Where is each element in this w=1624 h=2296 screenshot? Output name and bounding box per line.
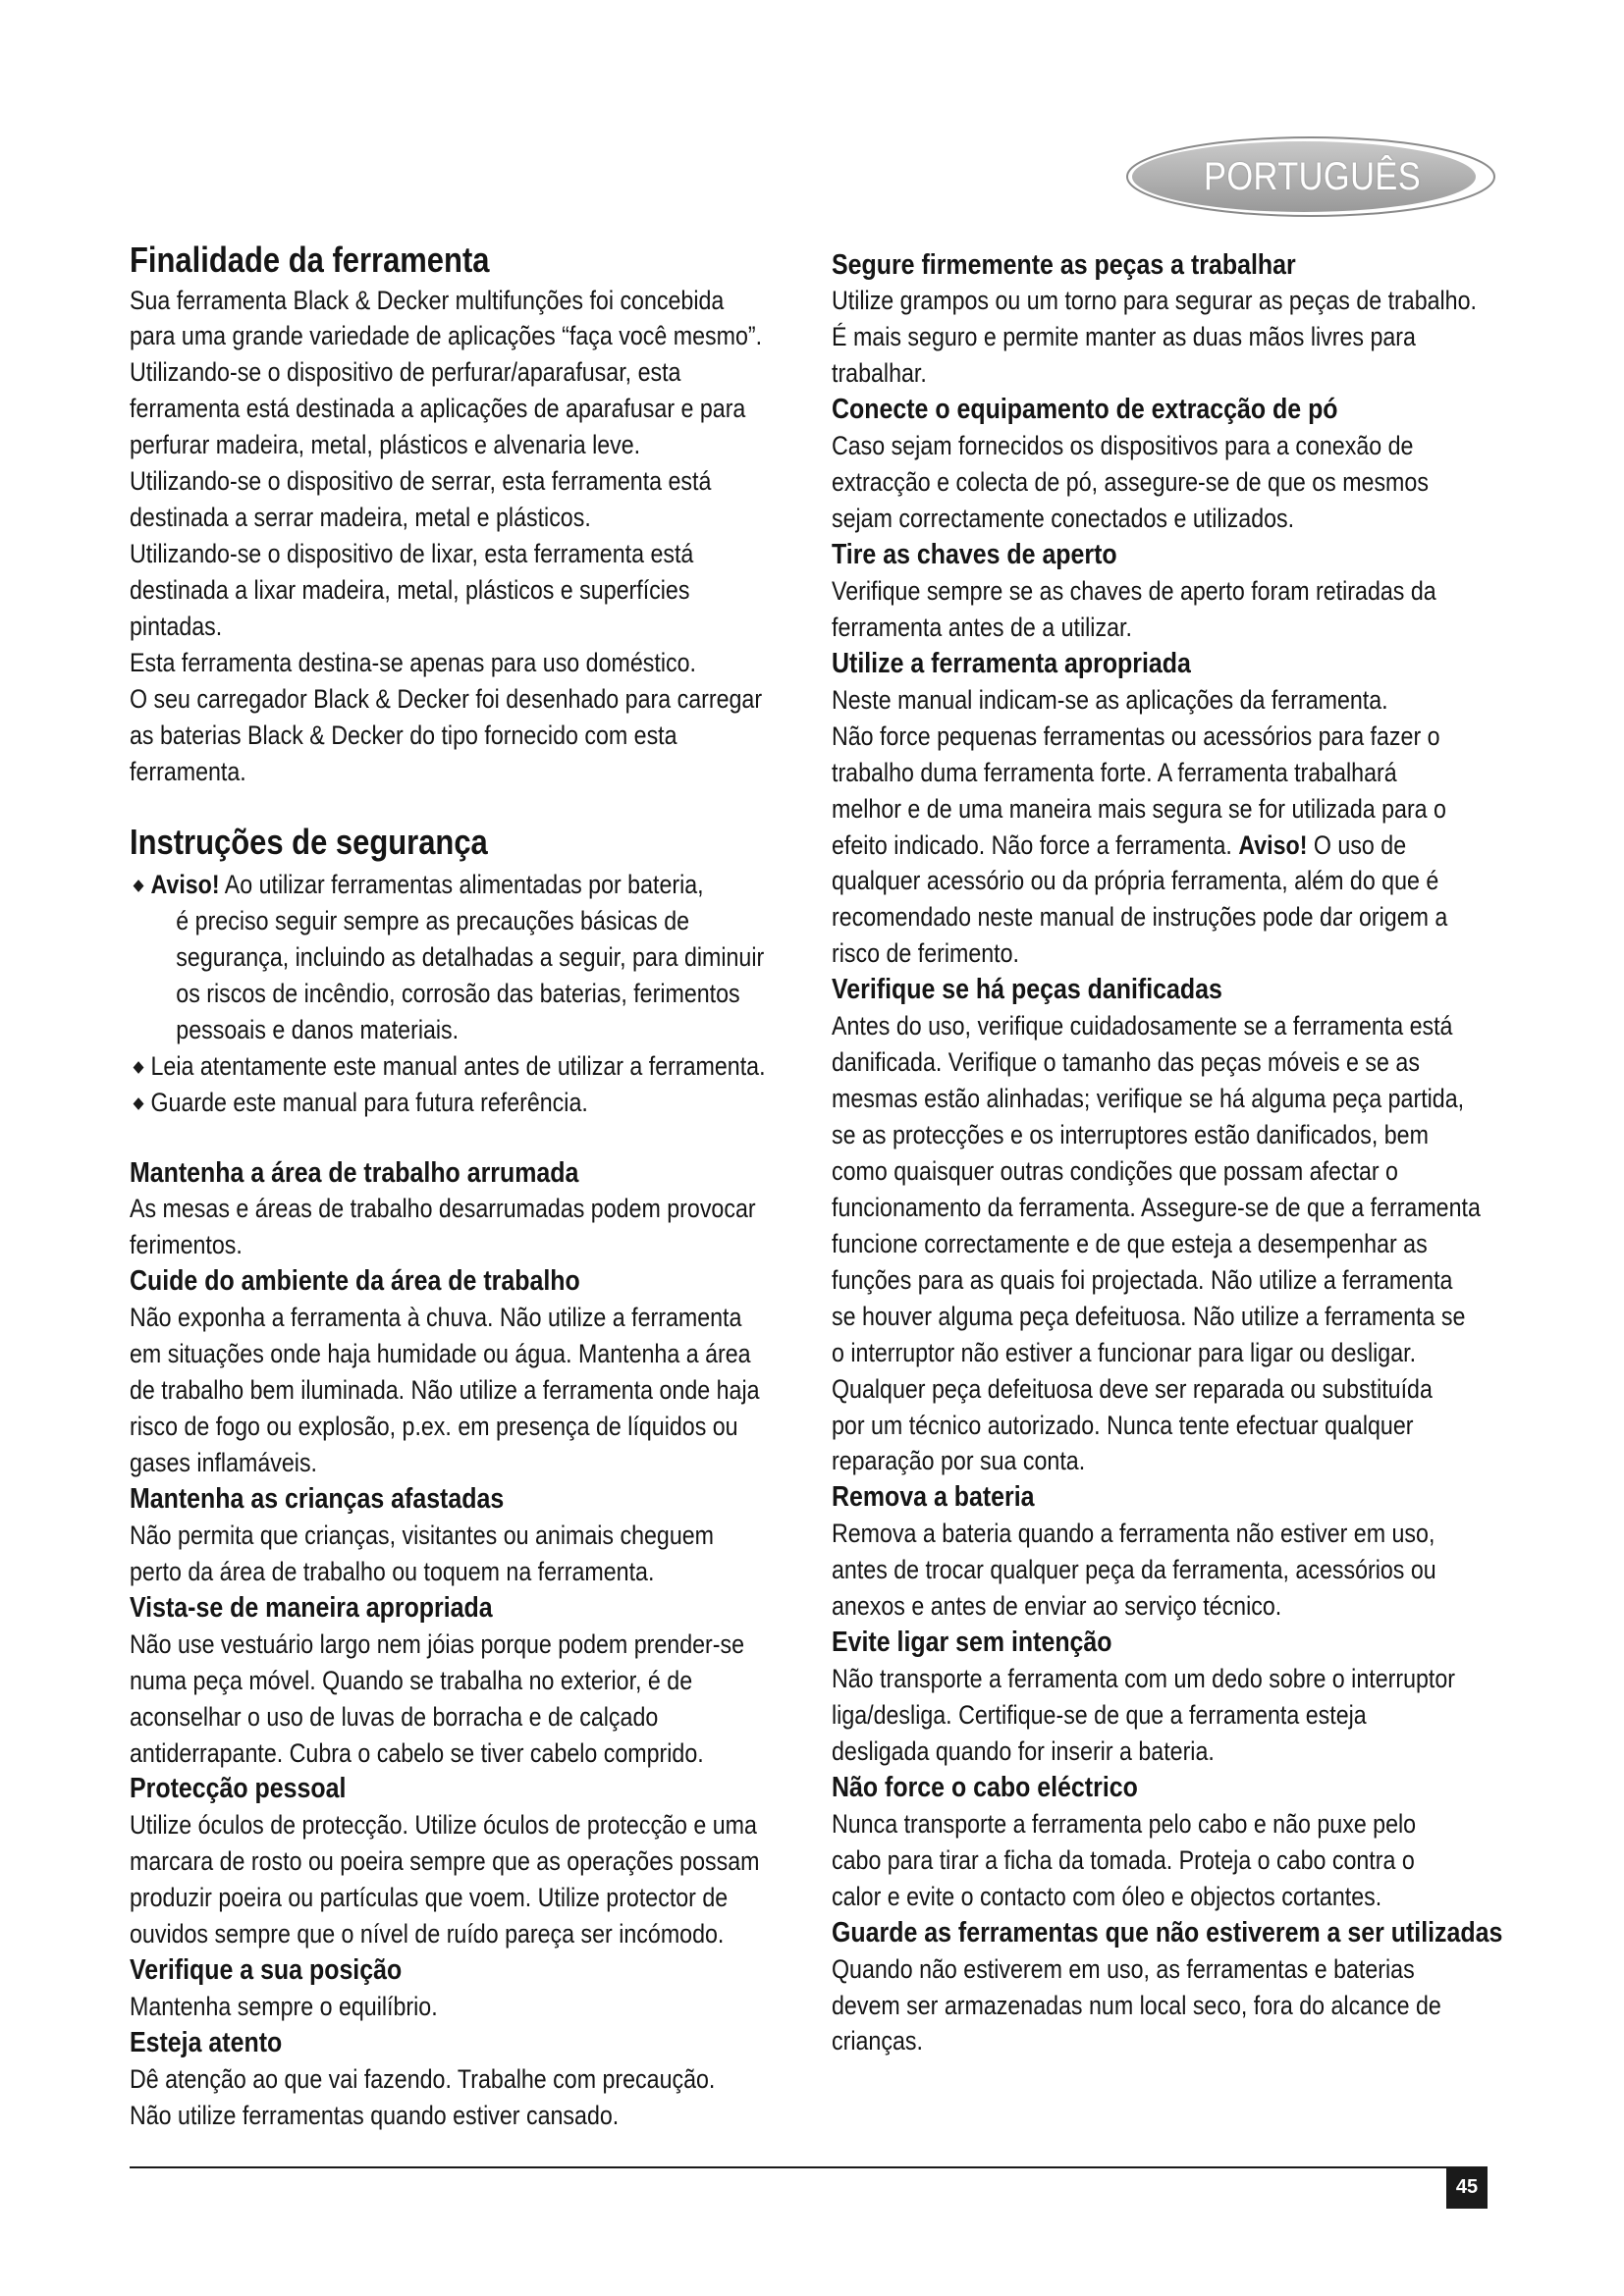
text-line: Qualquer peça defeituosa deve ser reparada ou substituída (832, 1373, 1433, 1404)
text-line: se houver alguma peça defeituosa. Não utilize a ferramenta se (832, 1301, 1466, 1331)
section-title: Evite ligar sem intenção (832, 1627, 1112, 1659)
text-line: ferimentos. (130, 1230, 243, 1260)
text-line: aconselhar o uso de luvas de borracha e de calçado (130, 1701, 659, 1732)
section-title: Tire as chaves de aperto (832, 539, 1117, 570)
right-safety-sections (832, 247, 1502, 2060)
text-line: marcara de rosto ou poeira sempre que as operações possam (130, 1846, 760, 1877)
text-line: perfurar madeira, metal, plásticos e alvenaria leve. (130, 430, 641, 460)
section-title: Remova a bateria (832, 1481, 1035, 1514)
footer-rule (130, 2166, 1446, 2168)
text-line: ferramenta está destinada a aplicações de aparafusar e para (130, 394, 746, 424)
text-line: ouvidos sempre que o nível de ruído pareça ser incómodo. (130, 1919, 725, 1949)
text-line: devem ser armazenadas num local seco, fora do alcance de (832, 1990, 1441, 2020)
text-line: melhor e de uma maneira mais segura se for utilizada para o (832, 793, 1446, 824)
bullet-text: é preciso seguir sempre as precauções básicas de (176, 905, 690, 935)
text-line: se as protecções e os interruptores estão danificados, bem (832, 1120, 1429, 1149)
bullet-item (130, 867, 766, 903)
bullet-text: os riscos de incêndio, corrosão das baterias, ferimentos (176, 978, 740, 1008)
section-title: Cuide do ambiente da área de trabalho (130, 1265, 580, 1298)
section-title: Vista-se de maneira apropriada (130, 1591, 493, 1624)
heading-intended-use: Finalidade da ferramenta (130, 240, 490, 280)
text-line: reparação por sua conta. (832, 1446, 1086, 1476)
text-line: Não exponha a ferramenta à chuva. Não utilize a ferramenta (130, 1303, 742, 1333)
text-line: extracção e colecta de pó, assegure-se de que os mesmos (832, 467, 1429, 498)
section-title: Protecção pessoal (130, 1773, 347, 1805)
text-line: para uma grande variedade de aplicações “faça você mesmo”. (130, 321, 763, 351)
text-line: Nunca transporte a ferramenta pelo cabo e não puxe pelo (832, 1808, 1417, 1839)
text-line: como quaisquer outras condições que possam afectar o (832, 1155, 1398, 1186)
text-line: mesmas estão alinhadas; verifique se há alguma peça partida, (832, 1084, 1465, 1114)
text-line: liga/desliga. Certifique-se de que a ferramenta esteja (832, 1700, 1367, 1730)
bullet-item (130, 1085, 766, 1121)
text-segment: O uso de (1307, 829, 1407, 860)
diamond-bullet-icon (134, 1097, 144, 1110)
text-line: funcione correctamente e de que esteja a desempenhar as (832, 1228, 1428, 1258)
text-segment: efeito indicado. Não force a ferramenta. (832, 829, 1239, 860)
heading-safety: Instruções de segurança (130, 822, 488, 862)
text-line: Quando não estiverem em uso, as ferramentas e baterias (832, 1953, 1415, 1984)
text-line: trabalho duma ferramenta forte. A ferramenta trabalhará (832, 757, 1397, 787)
section-title: Mantenha as crianças afastadas (130, 1482, 505, 1515)
bullet-text: segurança, incluindo as detalhadas a seguir, para diminuir (176, 941, 765, 972)
text-line: numa peça móvel. Quando se trabalha no exterior, é de (130, 1665, 693, 1695)
text-line: risco de ferimento. (832, 938, 1020, 969)
bullet-item (130, 1048, 766, 1085)
bullet-text: Ao utilizar ferramentas alimentadas por bateria, (219, 870, 704, 899)
text-line: danificada. Verifique o tamanho das peças móveis e se as (832, 1047, 1420, 1078)
text-line: Esta ferramenta destina-se apenas para uso doméstico. (130, 647, 696, 677)
text-line: ferramenta. (130, 756, 246, 786)
text-line: calor e evite o contacto com óleo e objectos cortantes. (832, 1881, 1382, 1911)
text-line: Não permita que crianças, visitantes ou animais cheguem (130, 1520, 714, 1550)
text-line (832, 828, 1502, 864)
text-line: Utilizando-se o dispositivo de perfurar/aparafusar, esta (130, 357, 681, 388)
section-title: Conecte o equipamento de extracção de pó (832, 394, 1338, 426)
text-line: Sua ferramenta Black & Decker multifunções foi concebida (130, 285, 725, 315)
text-line: Verifique sempre se as chaves de aperto foram retiradas da (832, 575, 1436, 606)
text-line: funcionamento da ferramenta. Assegure-se de que a ferramenta (832, 1192, 1481, 1222)
language-label: PORTUGUÊS (1204, 155, 1422, 198)
text-line: cabo para tirar a ficha da tomada. Proteja o cabo contra o (832, 1844, 1415, 1875)
text-line: Dê atenção ao que vai fazendo. Trabalhe com precaução. (130, 2063, 716, 2094)
diamond-bullet-icon (134, 880, 144, 892)
warning-label: Aviso! (150, 870, 220, 899)
text-line: antes de trocar qualquer peça da ferramenta, acessórios ou (832, 1555, 1436, 1585)
section-title: Mantenha a área de trabalho arrumada (130, 1156, 579, 1189)
text-line: antiderrapante. Cubra o cabelo se tiver cabelo comprido. (130, 1737, 704, 1768)
text-line: Remova a bateria quando a ferramenta não estiver em uso, (832, 1519, 1435, 1549)
text-line: sejam correctamente conectados e utilizados. (832, 504, 1295, 534)
text-line: desligada quando for inserir a bateria. (832, 1735, 1215, 1766)
text-line: em situações onde haja humidade ou água. Mantenha a área (130, 1339, 751, 1369)
text-line: Neste manual indicam-se as aplicações da ferramenta. (832, 684, 1388, 715)
text-line: Não use vestuário largo nem jóias porque podem prender-se (130, 1629, 745, 1659)
text-line: Antes do uso, verifique cuidadosamente se a ferramenta está (832, 1011, 1453, 1041)
bullet-text: pessoais e danos materiais. (176, 1014, 460, 1044)
text-line: pintadas. (130, 611, 223, 641)
bullet-text: Guarde este manual para futura referência. (150, 1087, 588, 1117)
warning-label: Aviso! (1238, 829, 1308, 860)
diamond-bullet-icon (134, 1061, 144, 1074)
text-line: Utilize grampos ou um torno para segurar as peças de trabalho. (832, 286, 1477, 316)
page-number: 45 (1446, 2166, 1488, 2209)
text-line: perto da área de trabalho ou toquem na ferramenta. (130, 1556, 655, 1586)
text-line: Utilizando-se o dispositivo de lixar, esta ferramenta está (130, 539, 694, 569)
text-line: funções para as quais foi projectada. Não utilize a ferramenta (832, 1264, 1453, 1295)
text-line: trabalhar. (832, 358, 927, 389)
text-line: Caso sejam fornecidos os dispositivos para a conexão de (832, 431, 1414, 461)
text-line: por um técnico autorizado. Nunca tente efectuar qualquer (832, 1410, 1414, 1440)
text-line: Não transporte a ferramenta com um dedo sobre o interruptor (832, 1664, 1456, 1694)
text-line: de trabalho bem iluminada. Não utilize a ferramenta onde haja (130, 1375, 760, 1406)
section-title: Segure firmemente as peças a trabalhar (832, 248, 1296, 281)
text-line: Mantenha sempre o equilíbrio. (130, 1992, 438, 2022)
text-line: recomendado neste manual de instruções pode dar origem a (832, 902, 1448, 933)
section-title: Guarde as ferramentas que não estiverem a ser utilizadas (832, 1916, 1503, 1949)
text-line: destinada a serrar madeira, metal e plásticos. (130, 503, 591, 533)
text-line: destinada a lixar madeira, metal, plásticos e superfícies (130, 575, 690, 605)
section-title: Verifique se há peças danificadas (832, 974, 1222, 1006)
text-line: Não utilize ferramentas quando estiver cansado. (130, 2100, 620, 2130)
text-line: produzir poeira ou partículas que voem. Utilize protector de (130, 1883, 729, 1913)
section-title: Verifique a sua posição (130, 1954, 403, 1987)
section-title: Esteja atento (130, 2027, 283, 2058)
bullet-text: Leia atentamente este manual antes de utilizar a ferramenta. (150, 1050, 766, 1081)
left-safety-sections (130, 1155, 760, 2134)
text-line: crianças. (832, 2026, 923, 2056)
text-line: ferramenta antes de a utilizar. (832, 612, 1132, 642)
text-line: Utilizando-se o dispositivo de serrar, esta ferramenta está (130, 466, 712, 497)
text-line: É mais seguro e permite manter as duas mãos livres para (832, 322, 1416, 352)
intended-use-text (130, 283, 762, 790)
text-line: qualquer acessório ou da própria ferramenta, além do que é (832, 866, 1439, 896)
section-title: Utilize a ferramenta apropriada (832, 647, 1191, 679)
text-line: As mesas e áreas de trabalho desarrumadas podem provocar (130, 1194, 756, 1224)
text-line: o interruptor não estiver a funcionar para ligar ou desligar. (832, 1337, 1417, 1367)
text-line: gases inflamáveis. (130, 1448, 318, 1477)
text-line: as baterias Black & Decker do tipo fornecido com esta (130, 720, 677, 750)
text-line: Não force pequenas ferramentas ou acessórios para fazer o (832, 721, 1440, 751)
text-line: anexos e antes de enviar ao serviço técnico. (832, 1591, 1282, 1622)
safety-bullets (130, 867, 766, 1121)
text-line: risco de fogo ou explosão, p.ex. em presença de líquidos ou (130, 1412, 738, 1442)
text-line: O seu carregador Black & Decker foi desenhado para carregar (130, 683, 763, 714)
section-title: Não force o cabo eléctrico (832, 1771, 1138, 1803)
text-line: Utilize óculos de protecção. Utilize óculos de protecção e uma (130, 1810, 757, 1841)
